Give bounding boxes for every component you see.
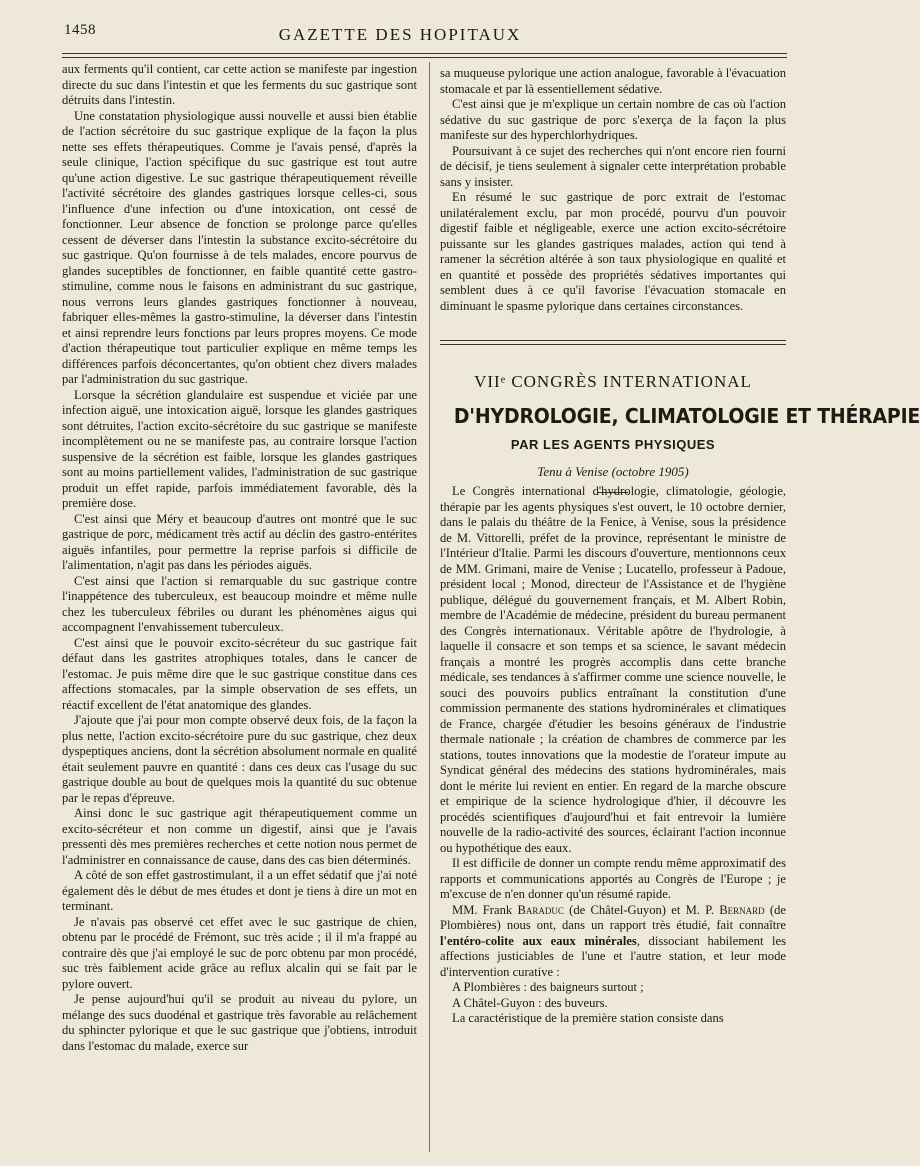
running-head: GAZETTE DES HOPITAUX (278, 25, 522, 44)
header-rule (62, 53, 787, 54)
column-divider (429, 62, 430, 1152)
paragraph (440, 903, 786, 981)
right-column-top (440, 66, 786, 314)
congress-venue: Tenu à Venise (octobre 1905) (537, 464, 689, 479)
section-rule-thin (440, 344, 786, 345)
paragraph: Je pense aujourd'hui qu'il se produit au niveau du pylore, un mélange des sucs duodénal et gastrique très favorable au relâchement du sphincter pylorique et que le suc gastrique que j'obtiens, introduit dans l'estomac du malade, exerce sur (62, 992, 417, 1053)
paragraph: Le Congrès international d'hydrologie, climatologie, géologie, thérapie par les agents physiques s'est ouvert, le 10 octobre dernier, dans le palais du théâtre de la Fenice, à Venise, sous la présidence de M. Vittorelli, préfet de la province, représentant le ministre de l'Intérieur d'Italie. Parmi les discours d'ouverture, mentionnons ceux de MM. Grimani, maire de Venise ; Lucatello, professeur à Padoue, président local ; Monod, directeur de l'Assistance et de l'hygiène publique, délégué du gouvernement français, et M. Albert Robin, membre de l'Académie de médecine, président du bureau permanent des Congrès internationaux. Véritable apôtre de l'hydrologie, à laquelle il consacre et son temps et sa science, le savant médecin français a montré les progrès accomplis dans cette branche médicale, ses tendances à s'affirmer comme une science nouvelle, le souci des pouvoirs publics entraînant la constitution d'une commission permanente des stations hydrominérales et climatiques de France, chargée d'étudier les besoins généraux de l'industrie thermale nationale ; la création de chambres de commerce par les stations, toutes innovations que la modestie de l'orateur impute au Syndicat général des médecins des stations hydrominérales, mais dont le mérite lui revient en entier. En regard de la marche obscure et empirique de la science hydrologique d'hier, il découvre les procédés scientifiques d'aujourd'hui et fait entrevoir la lumière nouvelle de la radio-activité des sources, éclairant l'action inconnue ou hypothétique des eaux. (440, 484, 786, 855)
right-column-bottom (440, 484, 786, 1027)
paragraph: aux ferments qu'il contient, car cette action se manifeste par ingestion directe du suc dans l'intestin et que les ferments du suc gastrique sont détruits dans l'intestin. (62, 62, 417, 107)
paragraph: sa muqueuse pylorique une action analogue, favorable à l'évacuation stomacale et par là essentiellement sédative. (440, 66, 787, 96)
paragraph: C'est ainsi que Méry et beaucoup d'autres ont montré que le suc gastrique de porc, médicament très actif au déclin des gastro-entérites aiguës infantiles, pour permettre la reprise parfois si difficile de l'alimentation, n'agit pas dans les périodes aiguës. (62, 511, 417, 572)
left-column (62, 62, 417, 1054)
page-number: 1458 (64, 22, 96, 38)
header-rule-thin (62, 57, 787, 58)
congress-title: VIIᵉ CONGRÈS INTERNATIONAL (474, 372, 752, 391)
paragraph: Lorsque la sécrétion glandulaire est suspendue et viciée par une infection aiguë, une intoxication aiguë, lorsque les glandes gastriques sont détruites, l'action excito-sécrétoire du suc gastrique se manifeste incomplètement ou ne se manifeste pas, au contraire lorsque l'action suspensive de la sécrétion est faible, lorsque les glandes gastriques sont au moins partiellement valides, l'administration de suc gastrique produit un effet rapide, parfois immédiatement favorable, dès la première dose. (62, 387, 417, 510)
report-title: l'entéro-colite aux eaux minérales (440, 933, 637, 948)
paragraph: A côté de son effet gastrostimulant, il a un effet sédatif que j'ai noté également dès le début de mes études et dont je tiens à dire un mot en terminant. (62, 868, 417, 913)
paragraph: La caractéristique de la première station consiste dans (452, 1011, 724, 1025)
paragraph: Je n'avais pas observé cet effet avec le suc gastrique de chien, obtenu par le procédé de Frémont, suc très acide ; il il m'a frappé au contraire dès que j'ai employé le suc de porc obtenu par mon procédé, suc très faiblement acide grâce au reflux alcalin qui se fait par le pylore ouvert. (62, 914, 417, 991)
paragraph: C'est ainsi que je m'explique un certain nombre de cas où l'action sédative du suc gastrique de porc s'exerça de la façon la plus manifeste sur des hyperchlorhydriques. (440, 97, 786, 142)
congress-subject-cont: PAR LES AGENTS PHYSIQUES (510, 437, 716, 452)
paragraph: Il est difficile de donner un compte rendu même approximatif des rapports et communications apportés au Congrès de l'Europe ; je m'excuse de n'en donner qu'un résumé rapide. (440, 856, 786, 901)
text-run: MM. Frank (452, 902, 513, 917)
text-run: (de Plombières) nous ont, dans un rapport très étudié, fait connaître (440, 902, 786, 932)
paragraph: J'ajoute que j'ai pour mon compte observé deux fois, de la façon la plus nette, l'action excito-sécrétoire pure du suc gastrique, chez deux dyspeptiques anciens, dont la sécrétion absolument normale en qualité était seulement pauvre en quantité : dans ces deux cas l'usage du suc gastrique double au bout de quelques mois la quantité du suc obtenue par le repas d'épreuve. (62, 713, 417, 805)
text-run: (de Châtel-Guyon) et M. P. (569, 902, 714, 917)
paragraph: C'est ainsi que le pouvoir excito-sécréteur du suc gastrique fait défaut dans les gastrites atrophiques totales, dans le cancer de l'estomac. Je puis même dire que le suc gastrique constitue dans ces affections stomacales, par la simple observation de ses effets, un réactif excellent de l'état anatomique des glandes. (62, 635, 417, 712)
congress-subject: D'HYDROLOGIE, CLIMATOLOGIE ET THÉRAPIE (453, 404, 920, 428)
paragraph: A Châtel-Guyon : des buveurs. (452, 995, 608, 1010)
paragraph: Ainsi donc le suc gastrique agit thérapeutiquement comme un excito-sécréteur et non comme un digestif, ainsi que je l'avais pressenti dès mes premières recherches et cette notion nous permet de l'administrer en connaissance de cause, dans des cas bien déterminés. (62, 806, 417, 867)
text-run: , dissociant habilement les affections justiciables de l'une et l'autre station, et leur mode d'intervention curative : (440, 933, 786, 979)
paragraph: Une constatation physiologique aussi nouvelle et aussi bien établie de l'action sécrétoire du suc gastrique explique de la façon la plus nette ses effets thérapeutiques. Comme je l'avais pensé, d'après la seule clinique, l'action spécifique du suc gastrique est tout autre qu'une action digestive. Le suc gastrique thérapeutiquement réveille l'activité sécrétoire des glandes gastriques lorsque celles-ci, sous l'influence d'une infection ou d'une intoxication, ont cessé de fonctionner. Leur absence de fonction se prolonge parce qu'elles cessent de déverser dans l'intestin la substance excito-sécrétoire du suc gastrique. Qu'on fournisse à de tels malades, encore pourvus de glandes suceptibles de fonctionner, en faible quantité cette gastro-stimuline, comme nous le faisons en administrant du suc gastrique, nous verrons leurs glandes gastriques fonctionner à nouveau, fabriquer elles-mêmes la gastro-stimuline, la déverser dans l'intestin et ainsi reprendre leurs fonctions par leurs propres moyens. Ce mode d'action thérapeutique tout particulier explique en même temps les différences parfois déconcertantes, qu'on obtient chez divers malades par l'administration du suc gastrique. (62, 108, 417, 386)
paragraph: En résumé le suc gastrique de porc extrait de l'estomac unilatéralement exclu, par mon procédé, pourvu d'un pouvoir digestif faible et négligeable, exerce une action excito-sécrétoire puissante sur les glandes gastriques malades, action qui tend à ramener la sécrétion altérée à son taux physiologique en qualité et en quantité et possède des propriétés sédatives importantes qui semblent dues à ce qu'il favorise l'évacuation stomacale en diminuant le spasme pylorique dans certaines circonstances. (440, 190, 786, 313)
article-heading (440, 372, 920, 493)
author-name: Bernard (719, 902, 765, 917)
section-rule (440, 340, 786, 341)
paragraph: C'est ainsi que l'action si remarquable du suc gastrique contre l'inappétence des tuberculeux, est beaucoup moindre et même nulle chez les tuberculeux fébriles ou durant les phénomènes aigus qui accompagnent l'envahissement tuberculeux. (62, 573, 417, 634)
paragraph: A Plombières : des baigneurs surtout ; (452, 980, 644, 994)
author-name: Baraduc (517, 902, 564, 917)
paragraph: Poursuivant à ce sujet des recherches qui n'ont encore rien fourni de décisif, je tiens seulement à signaler cette interprétation probable sans y insister. (440, 143, 786, 189)
